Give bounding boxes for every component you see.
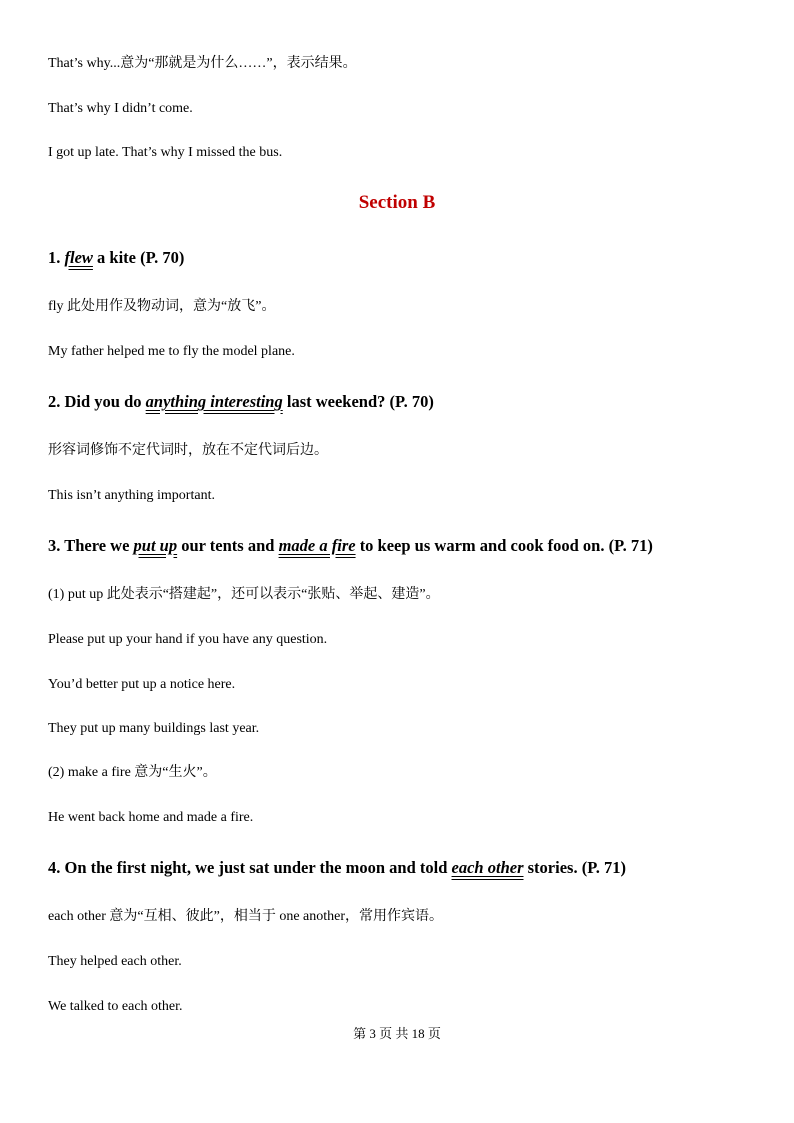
item-heading	[48, 392, 434, 412]
heading-text: to keep us warm and cook food on. (P. 71)	[355, 536, 653, 555]
answer-blank: put up	[133, 536, 178, 555]
heading-text: 4. On the first night, we just sat under the moon and told	[48, 858, 452, 877]
section-title: Section B	[358, 192, 436, 213]
text-line: That’s why...意为“那就是为什么……”，表示结果。	[48, 56, 357, 71]
item-heading	[48, 248, 184, 268]
example-sentence: You’d better put up a notice here.	[48, 677, 236, 692]
item-heading	[48, 858, 626, 878]
heading-text: 3. There we	[48, 536, 134, 555]
answer-blank: each other	[451, 858, 524, 877]
heading-text: a kite (P. 70)	[92, 248, 185, 267]
example-sentence: We talked to each other.	[48, 999, 183, 1014]
text-line: each other 意为“互相、彼此”，相当于 one another，常用作宾语。	[48, 909, 444, 924]
example-sentence: That’s why I didn’t come.	[48, 101, 193, 116]
answer-blank: flew	[64, 248, 93, 267]
heading-text: 1.	[48, 248, 65, 267]
example-sentence: Please put up your hand if you have any question.	[48, 632, 328, 647]
page-footer: 第 3 页 共 18 页	[353, 1026, 441, 1041]
text-line: (2) make a fire 意为“生火”。	[48, 765, 217, 780]
example-sentence: I got up late. That’s why I missed the bus.	[48, 145, 283, 160]
item-heading	[48, 536, 653, 556]
answer-blank: made a fire	[278, 536, 356, 555]
heading-text: last weekend? (P. 70)	[282, 392, 434, 411]
heading-text: 2. Did you do	[48, 392, 146, 411]
example-sentence: They put up many buildings last year.	[48, 721, 260, 736]
text-line: 形容词修饰不定代词时，放在不定代词后边。	[48, 443, 328, 458]
text-line: (1) put up 此处表示“搭建起”，还可以表示“张贴、举起、建造”。	[48, 587, 440, 602]
text-line: fly 此处用作及物动词，意为“放飞”。	[48, 299, 276, 314]
example-sentence: He went back home and made a fire.	[48, 810, 254, 825]
example-sentence: My father helped me to fly the model plane.	[48, 344, 295, 359]
answer-blank: anything interesting	[145, 392, 283, 411]
heading-text: stories. (P. 71)	[523, 858, 626, 877]
heading-text: our tents and	[177, 536, 279, 555]
example-sentence: They helped each other.	[48, 954, 182, 969]
example-sentence: This isn’t anything important.	[48, 488, 215, 503]
